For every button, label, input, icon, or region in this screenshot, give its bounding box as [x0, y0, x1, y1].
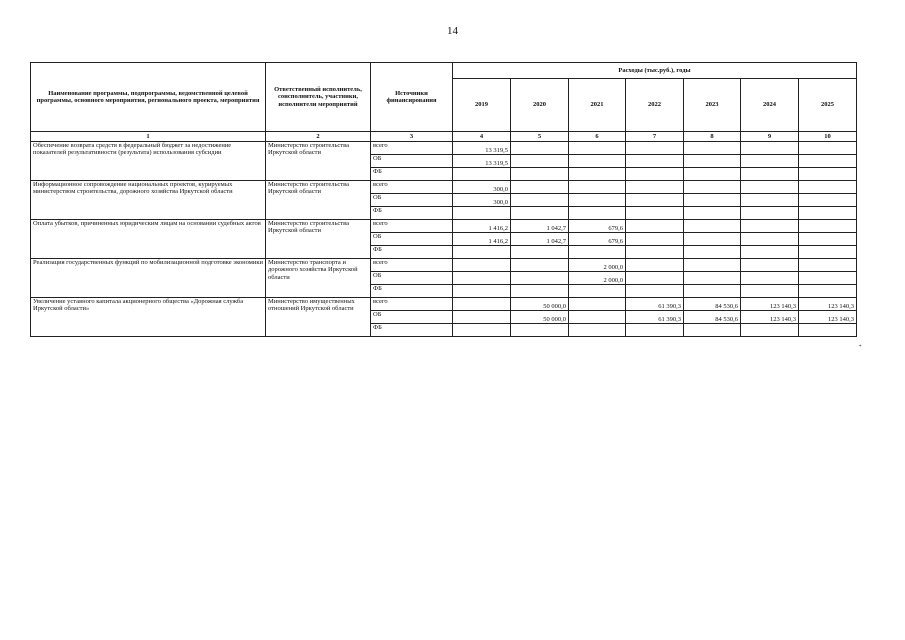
expense-value: [511, 207, 569, 220]
expense-value: [799, 246, 857, 259]
expense-value: 2 000,0: [569, 259, 626, 272]
funding-source: ФБ: [371, 285, 453, 298]
expense-value: [453, 246, 511, 259]
funding-source: всего: [371, 259, 453, 272]
funding-source: всего: [371, 181, 453, 194]
expense-value: [799, 142, 857, 155]
expense-value: [626, 168, 684, 181]
margin-mark: *: [859, 345, 862, 350]
expense-value: [569, 246, 626, 259]
expense-value: [684, 285, 741, 298]
expense-value: 1 416,2: [453, 220, 511, 233]
expense-value: [511, 259, 569, 272]
funding-source: ФБ: [371, 207, 453, 220]
expense-value: 123 140,3: [799, 298, 857, 311]
expense-value: [453, 207, 511, 220]
expense-value: [511, 272, 569, 285]
column-number: 5: [511, 132, 569, 142]
expense-value: [741, 233, 799, 246]
header-name: Наименование программы, подпрограммы, ведомственной целевой программы, основного мероприятия, регионального проекта, мероприятия: [31, 63, 266, 132]
header-year: 2024: [741, 79, 799, 132]
column-number: 3: [371, 132, 453, 142]
expense-value: 13 319,5: [453, 142, 511, 155]
column-number: 4: [453, 132, 511, 142]
expense-value: [626, 181, 684, 194]
measure-executor: Министерство имущественных отношений Иркутской области: [266, 298, 371, 337]
expense-value: [453, 272, 511, 285]
column-number: 10: [799, 132, 857, 142]
measure-name: Обеспечение возврата средств в федеральный бюджет за недостижение показателей результативности (результата) использования субсидии: [31, 142, 266, 181]
expense-value: [569, 311, 626, 324]
expense-value: 679,6: [569, 233, 626, 246]
expense-value: 50 000,0: [511, 311, 569, 324]
funding-source: ФБ: [371, 246, 453, 259]
expense-value: [511, 181, 569, 194]
expense-value: [626, 233, 684, 246]
expense-value: [511, 155, 569, 168]
header-year: 2019: [453, 79, 511, 132]
measure-name: Реализация государственных функций по мобилизационной подготовке экономики: [31, 259, 266, 298]
expense-value: [511, 168, 569, 181]
expense-value: [511, 194, 569, 207]
expense-value: 61 390,3: [626, 298, 684, 311]
measure-name: Оплата убытков, причиненных юридическим лицам на основании судебных актов: [31, 220, 266, 259]
expense-value: [626, 324, 684, 337]
expense-value: [799, 168, 857, 181]
measure-executor: Министерство транспорта и дорожного хозяйства Иркутской области: [266, 259, 371, 298]
expense-value: 13 319,5: [453, 155, 511, 168]
header-executor: Ответственный исполнитель, соисполнитель, участники, исполнители мероприятий: [266, 63, 371, 132]
expense-value: [684, 246, 741, 259]
expense-value: [684, 220, 741, 233]
expense-value: [684, 142, 741, 155]
expense-value: [799, 181, 857, 194]
funding-source: ОБ: [371, 194, 453, 207]
expense-value: [799, 285, 857, 298]
header-expenses: Расходы (тыс.руб.), годы: [453, 63, 857, 79]
expense-value: [626, 220, 684, 233]
header-year: 2023: [684, 79, 741, 132]
expense-value: [626, 285, 684, 298]
expense-value: [453, 259, 511, 272]
expense-value: [569, 207, 626, 220]
expense-value: 300,0: [453, 181, 511, 194]
funding-source: всего: [371, 220, 453, 233]
expense-value: [799, 233, 857, 246]
funding-source: ФБ: [371, 168, 453, 181]
expense-value: 123 140,3: [741, 298, 799, 311]
measure-executor: Министерство строительства Иркутской области: [266, 181, 371, 220]
expense-value: [626, 272, 684, 285]
expense-value: [684, 324, 741, 337]
expense-value: [511, 246, 569, 259]
header-year: 2021: [569, 79, 626, 132]
table-row: [31, 181, 857, 194]
expense-value: [569, 155, 626, 168]
expense-value: 84 530,6: [684, 298, 741, 311]
funding-source: ФБ: [371, 324, 453, 337]
expense-value: [799, 259, 857, 272]
expense-value: [741, 168, 799, 181]
expense-value: [741, 207, 799, 220]
expense-value: 50 000,0: [511, 298, 569, 311]
expense-value: [626, 194, 684, 207]
table-row: [31, 298, 857, 311]
expense-value: [569, 181, 626, 194]
measure-name: Увеличение уставного капитала акционерного общества «Дорожная служба Иркутской области»: [31, 298, 266, 337]
table-row: [31, 142, 857, 155]
expense-value: [799, 155, 857, 168]
expense-value: 123 140,3: [799, 311, 857, 324]
expense-value: [684, 207, 741, 220]
expense-value: [684, 181, 741, 194]
measure-executor: Министерство строительства Иркутской области: [266, 220, 371, 259]
table-row: [31, 220, 857, 233]
expense-value: [741, 194, 799, 207]
expense-value: 61 390,3: [626, 311, 684, 324]
column-number: 7: [626, 132, 684, 142]
header-source: Источники финансирования: [371, 63, 453, 132]
expense-value: [511, 142, 569, 155]
expense-value: [511, 285, 569, 298]
expense-value: [799, 207, 857, 220]
expense-value: [626, 155, 684, 168]
expense-value: [684, 155, 741, 168]
expense-value: [569, 285, 626, 298]
expense-value: [741, 285, 799, 298]
expense-value: [453, 298, 511, 311]
expense-value: [684, 194, 741, 207]
column-number: 2: [266, 132, 371, 142]
expense-value: [569, 168, 626, 181]
column-number: 9: [741, 132, 799, 142]
funding-source: ОБ: [371, 311, 453, 324]
expense-value: [684, 233, 741, 246]
funding-source: ОБ: [371, 272, 453, 285]
expense-value: [741, 324, 799, 337]
expense-value: [741, 181, 799, 194]
expense-value: [569, 324, 626, 337]
column-number: 8: [684, 132, 741, 142]
expense-value: [741, 272, 799, 285]
expense-value: [684, 272, 741, 285]
expense-value: [453, 324, 511, 337]
page-number: 14: [447, 25, 458, 37]
expense-value: [741, 259, 799, 272]
expense-value: [453, 285, 511, 298]
funding-source: всего: [371, 142, 453, 155]
header-year: 2025: [799, 79, 857, 132]
budget-table: [30, 62, 857, 337]
expense-value: 679,6: [569, 220, 626, 233]
expense-value: [741, 155, 799, 168]
expense-value: [453, 168, 511, 181]
column-number: 1: [31, 132, 266, 142]
expense-value: [626, 207, 684, 220]
column-number: 6: [569, 132, 626, 142]
header-year: 2020: [511, 79, 569, 132]
expense-value: [799, 220, 857, 233]
expense-value: 1 042,7: [511, 220, 569, 233]
expense-value: 1 416,2: [453, 233, 511, 246]
expense-value: [799, 194, 857, 207]
expense-value: 123 140,3: [741, 311, 799, 324]
expense-value: [684, 259, 741, 272]
funding-source: всего: [371, 298, 453, 311]
expense-value: 2 000,0: [569, 272, 626, 285]
header-year: 2022: [626, 79, 684, 132]
expense-value: [626, 142, 684, 155]
expense-value: [569, 142, 626, 155]
expense-value: 1 042,7: [511, 233, 569, 246]
funding-source: ОБ: [371, 155, 453, 168]
expense-value: [799, 324, 857, 337]
expense-value: [453, 311, 511, 324]
expense-value: [511, 324, 569, 337]
expense-value: [569, 194, 626, 207]
expense-value: [741, 220, 799, 233]
expense-value: 84 530,6: [684, 311, 741, 324]
expense-value: [741, 142, 799, 155]
measure-executor: Министерство строительства Иркутской области: [266, 142, 371, 181]
expense-value: [684, 168, 741, 181]
measure-name: Информационное сопровождение национальных проектов, курируемых министерством строительства, дорожного хозяйства Иркутской области: [31, 181, 266, 220]
funding-source: ОБ: [371, 233, 453, 246]
table-row: [31, 259, 857, 272]
expense-value: 300,0: [453, 194, 511, 207]
expense-value: [741, 246, 799, 259]
expense-value: [626, 246, 684, 259]
expense-value: [799, 272, 857, 285]
expense-value: [626, 259, 684, 272]
expense-value: [569, 298, 626, 311]
